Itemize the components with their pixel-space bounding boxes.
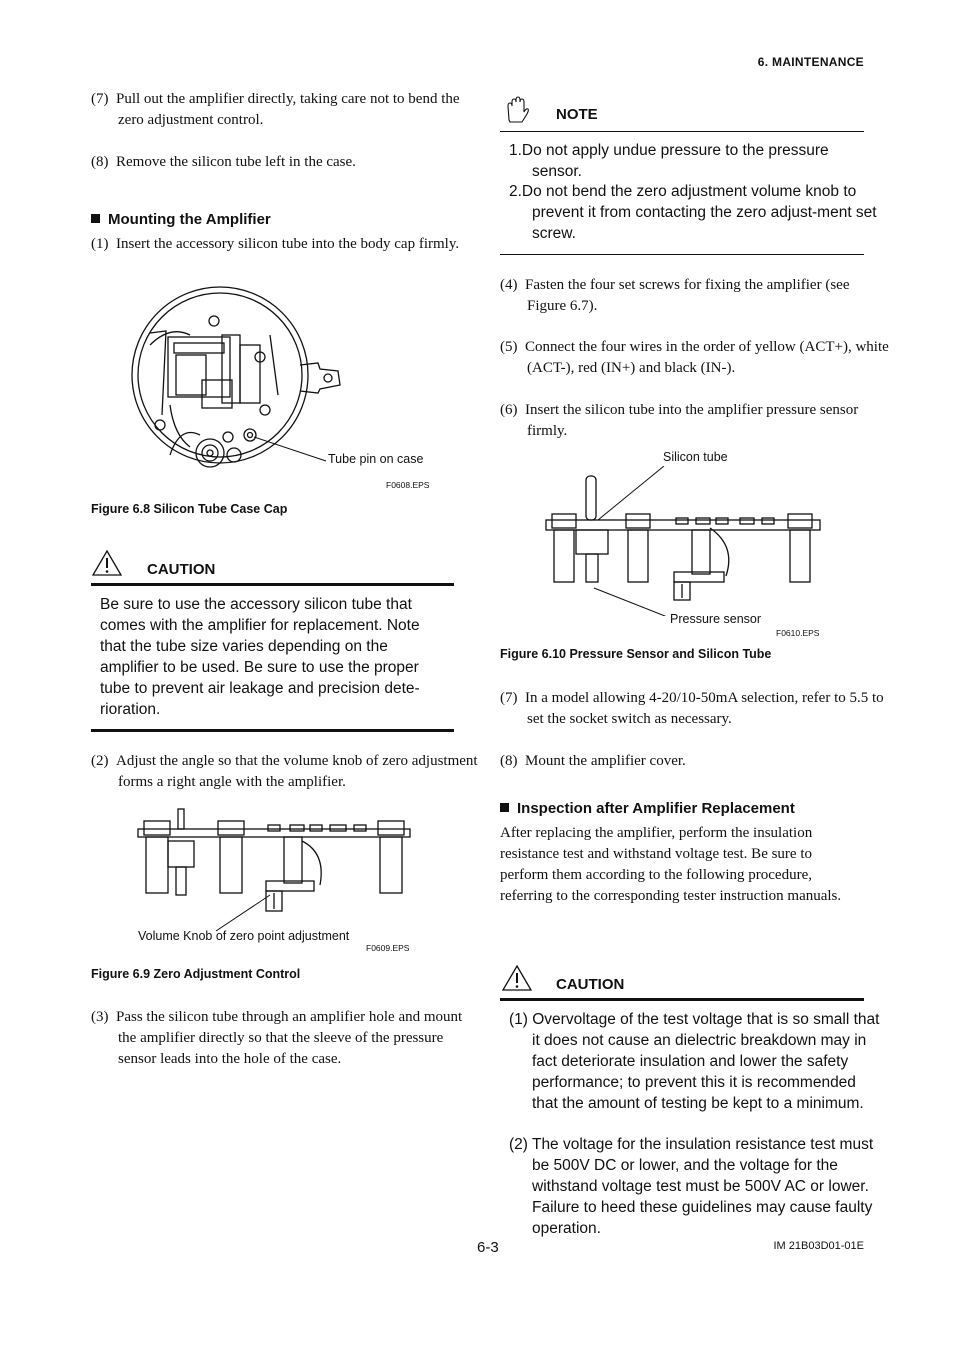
warning-triangle-icon	[501, 964, 533, 992]
note-item-1: 1.Do not apply undue pressure to the pressure sensor.	[509, 142, 829, 180]
mount-step-1	[91, 234, 480, 255]
figure-6-10-pressure-sensor-drawing	[540, 466, 830, 616]
hand-note-icon	[502, 94, 532, 124]
step-7	[91, 89, 480, 131]
caution-title: CAUTION	[556, 976, 625, 993]
step-number: (6)	[500, 402, 518, 418]
step-number: (7)	[500, 690, 518, 706]
step-number: (7)	[91, 91, 109, 107]
inspection-text: After replacing the amplifier, perform the insulation resistance test and withstand voltage test. Be sure to perform them according to the following procedure, referring to the corresponding tester instruction manuals.	[500, 825, 842, 904]
caution-text: Be sure to use the accessory silicon tube that comes with the amplifier for replacement. Note that the tube size varies depending on the amplifier to be used. Be sure to use the proper tube to prevent air leakage and precision dete-rioration.	[100, 596, 420, 718]
step-number: (8)	[500, 753, 518, 769]
caution-bottom-rule	[91, 729, 454, 732]
section-header: 6. MAINTENANCE	[757, 55, 864, 69]
fig610-caption: Figure 6.10 Pressure Sensor and Silicon Tube	[500, 647, 772, 661]
caution-item-1: (1) Overvoltage of the test voltage that is so small that it does not cause an dielectric breakdown may in fact deteriorate insulation and lower the safety performance; to prevent this it is recommended that the amount of testing be kept to a minimum.	[509, 1011, 880, 1112]
fig610-file: F0610.EPS	[776, 628, 820, 638]
step-number: (1)	[91, 236, 109, 252]
caution-item-2: (2) The voltage for the insulation resistance test must be 500V DC or lower, and the voltage for the withstand voltage test must be 500V AC or lower. Failure to heed these guidelines may cause faulty operation.	[509, 1136, 874, 1237]
page-number: 6-3	[477, 1239, 499, 1256]
step-text: Pass the silicon tube through an amplifier hole and mount the amplifier directly so that the sleeve of the pressure sensor leads into the hole of the case.	[116, 1009, 463, 1067]
step-number: (5)	[500, 339, 518, 355]
step-text: Pull out the amplifier directly, taking care not to bend the zero adjustment control.	[116, 91, 460, 128]
note-top-rule	[500, 131, 864, 132]
square-bullet-icon	[500, 803, 509, 812]
step-text: Remove the silicon tube left in the case.	[116, 154, 356, 170]
note-item-2: 2.Do not bend the zero adjustment volume knob to prevent it from contacting the zero adjust-ment set screw.	[509, 183, 877, 242]
fig610-label-bottom: Pressure sensor	[670, 612, 762, 626]
figure-6-9-zero-adjustment-drawing	[130, 805, 420, 935]
mount-step-5	[500, 337, 891, 379]
step-number: (8)	[91, 154, 109, 170]
mount-step-8	[500, 751, 891, 772]
note-bottom-rule	[500, 254, 864, 255]
mount-step-6	[500, 400, 891, 442]
fig69-file: F0609.EPS	[366, 943, 410, 953]
step-number: (2)	[91, 753, 109, 769]
step-text: Adjust the angle so that the volume knob of zero adjustment forms a right angle with the amplifier.	[116, 753, 478, 790]
caution-title: CAUTION	[147, 561, 216, 578]
step-text: Fasten the four set screws for fixing the amplifier (see Figure 6.7).	[525, 277, 850, 314]
step-8	[91, 152, 480, 173]
fig69-caption: Figure 6.9 Zero Adjustment Control	[91, 967, 301, 981]
step-number: (4)	[500, 277, 518, 293]
warning-triangle-icon	[91, 549, 123, 577]
fig610-label-top: Silicon tube	[663, 450, 728, 464]
note-title: NOTE	[556, 106, 598, 123]
square-bullet-icon	[91, 214, 100, 223]
mount-step-7	[500, 688, 891, 730]
step-number: (3)	[91, 1009, 109, 1025]
mount-step-3	[91, 1007, 480, 1070]
caution-top-rule	[91, 583, 454, 586]
mount-step-4	[500, 275, 891, 317]
fig68-file: F0608.EPS	[386, 480, 430, 490]
fig68-caption: Figure 6.8 Silicon Tube Case Cap	[91, 502, 288, 516]
inspection-heading: Inspection after Amplifier Replacement	[500, 800, 795, 817]
mount-step-2	[91, 751, 480, 793]
step-text: Insert the accessory silicon tube into the body cap firmly.	[116, 236, 460, 252]
fig68-label: Tube pin on case	[328, 452, 424, 466]
mounting-heading: Mounting the Amplifier	[91, 211, 271, 228]
document-id: IM 21B03D01-01E	[773, 1240, 864, 1252]
caution-top-rule	[500, 998, 864, 1001]
fig69-label: Volume Knob of zero point adjustment	[138, 929, 350, 943]
step-text: Connect the four wires in the order of yellow (ACT+), white (ACT-), red (IN+) and black (IN-).	[525, 339, 889, 376]
step-text: In a model allowing 4-20/10-50mA selection, refer to 5.5 to set the socket switch as necessary.	[525, 690, 884, 727]
step-text: Insert the silicon tube into the amplifier pressure sensor firmly.	[525, 402, 859, 439]
step-text: Mount the amplifier cover.	[525, 753, 686, 769]
